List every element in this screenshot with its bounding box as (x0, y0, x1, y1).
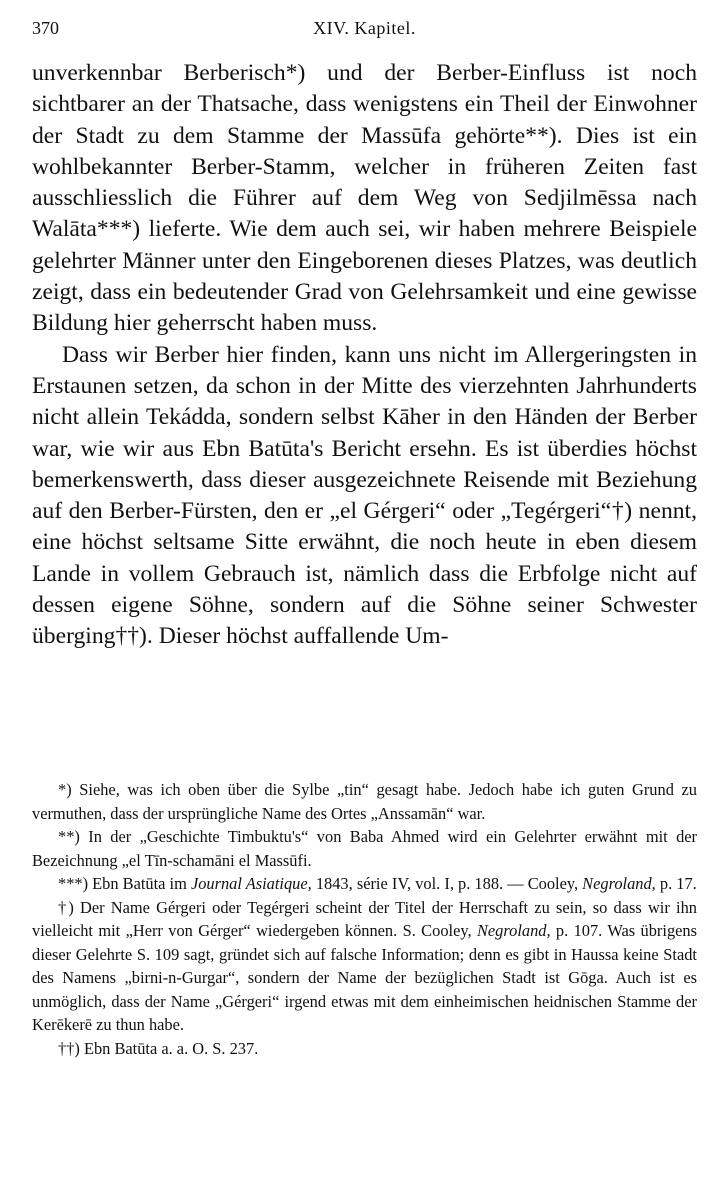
main-text (32, 58, 697, 653)
footnote-2: **) In der „Geschichte Timbuktu's“ von Baba Ahmed wird ein Gelehrter erwähnt mit der Bezeichnung „el Tīn-schamāni el Massūfi. (32, 827, 697, 870)
body-paragraph-1: unverkennbar Berberisch*) und der Berber-Einfluss ist noch sichtbarer an der Thatsache, dass wenigstens ein Theil der Einwohner der Stadt zu dem Stamme der Massūfa gehörte**). Dies ist ein wohlbekannter Berber-Stamm, welcher in früheren Zeiten fast ausschliesslich die Führer auf dem Weg von Sedjilmēssa nach Walāta***) lieferte. Wie dem auch sei, wir haben mehrere Beispiele gelehrter Männer unter den Eingeborenen dieses Platzes, was deutlich zeigt, dass ein bedeutender Grad von Gelehrsamkeit und eine gewisse Bildung hier geherrscht haben muss. (32, 60, 697, 337)
body-paragraph-2: Dass wir Berber hier finden, kann uns nicht im Allergeringsten in Erstaunen setzen, da schon in der Mitte des vierzehnten Jahrhunderts nicht allein Tekádda, sondern selbst Kāher in den Händen der Berber war, wie wir aus Ebn Batūta's Bericht ersehn. Es ist überdies höchst bemerkenswerth, dass dieser ausgezeichnete Reisende mit Beziehung auf den Berber-Fürsten, den er „el Gérgeri“ oder „Tegérgeri“†) nennt, eine höchst seltsame Sitte erwähnt, die noch heute in eben diesem Lande in vollem Gebrauch ist, nämlich dass die Erbfolge nicht auf dessen eigene Söhne, sondern auf die Söhne seiner Schwester überging††). Dieser höchst auffallende Um- (32, 341, 697, 650)
footnote-4-text-c: p. 107. Was übrigens dieser Gelehrte S. 109 sagt, gründet sich auf falsche Information; denn es gibt in Haussa keine Stadt des Namens „birni-n-Gurgar“, sondern der Name der bezüglichen Stadt ist Gōga. Auch ist es unmöglich, dass der Name „Gérgeri“ irgend etwas mit dem einheimischen heidnischen Stamme der Kerēkerē zu thun habe. (32, 921, 697, 1034)
page-number: 370 (32, 18, 59, 38)
footnotes (32, 778, 697, 1060)
chapter-title: XIV. Kapitel. (313, 18, 416, 38)
footnote-3-journal: Journal Asiatique, (190, 874, 312, 893)
footnote-3 (32, 872, 697, 896)
footnote-3-text-a: ***) Ebn Batūta im (58, 874, 191, 893)
footnote-3-negroland: Negroland, (582, 874, 656, 893)
running-header (32, 18, 697, 44)
footnote-4-text-a: †) Der Name Gérgeri oder Tegérgeri scheint der Titel der Herrschaft zu sein, so dass wir ihn vielleicht mit „Herr von Gérger“ wiedergeben können. S. Cooley, (32, 897, 697, 940)
footnote-4-negroland: Negroland, (476, 921, 551, 940)
footnote-5: ††) Ebn Batūta a. a. O. S. 237. (58, 1038, 259, 1058)
footnote-1: *) Siehe, was ich oben über die Sylbe „tin“ gesagt habe. Jedoch habe ich guten Grund zu vermuthen, dass der ursprüngliche Name des Ortes „Anssamān“ war. (32, 780, 697, 823)
footnote-3-text-c: 1843, série IV, vol. I, p. 188. — Cooley, (311, 874, 583, 893)
footnote-3-text-e: p. 17. (655, 874, 697, 893)
footnote-4 (32, 896, 697, 1037)
